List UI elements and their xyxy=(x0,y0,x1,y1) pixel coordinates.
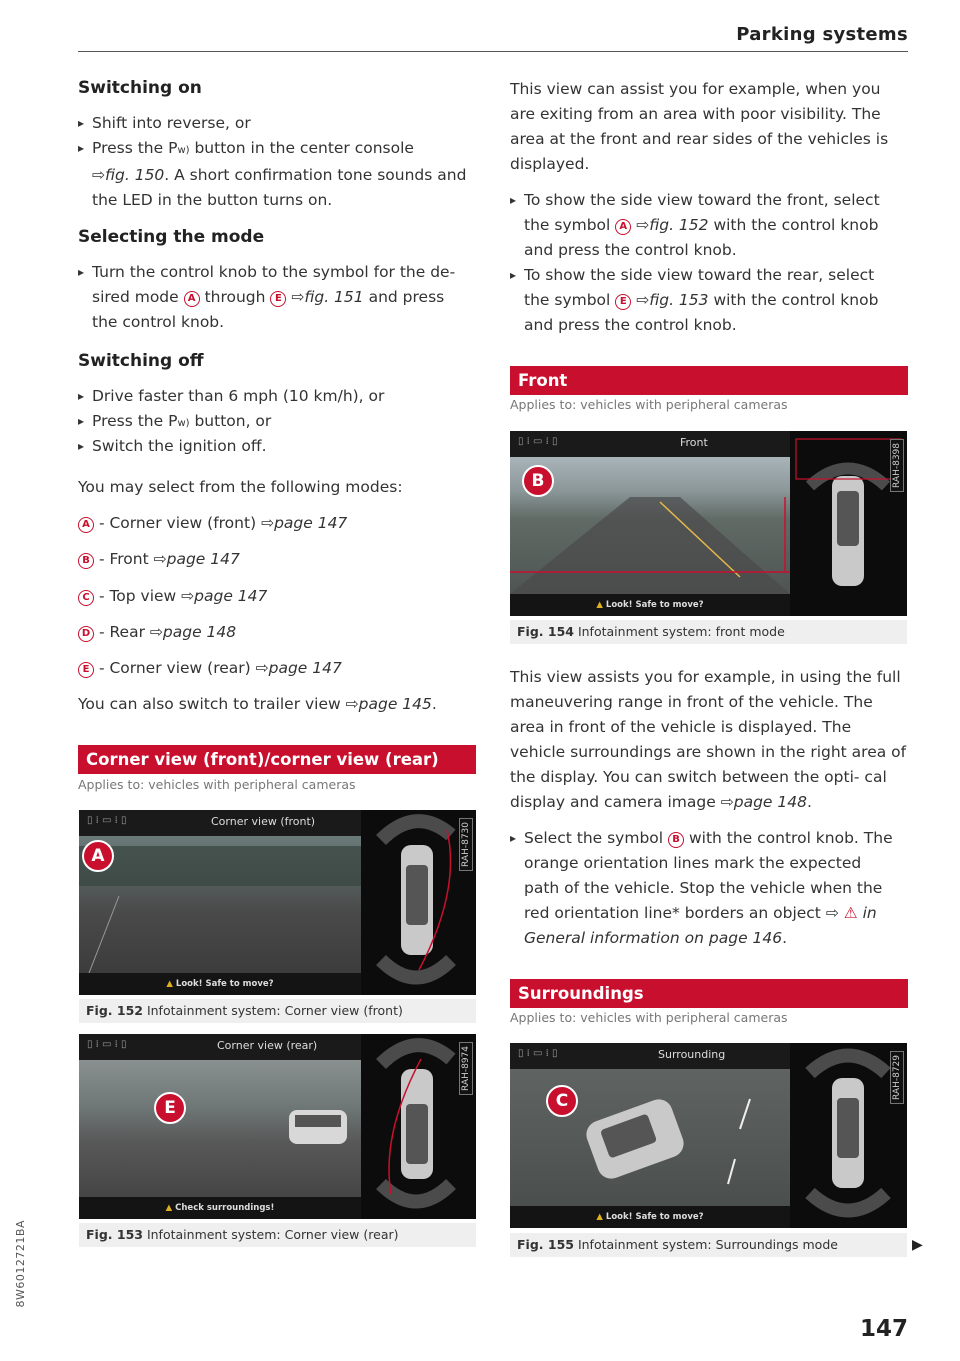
figure-code: RAH-8398 xyxy=(890,439,904,492)
figure-code: RAH-8730 xyxy=(459,818,473,871)
screen-warning: ▲ Look! Safe to move? xyxy=(79,973,361,995)
figure-153-caption: Fig. 153 Infotainment system: Corner view (rear) xyxy=(79,1223,476,1247)
mode-ref-e[interactable]: page 147 xyxy=(268,659,342,677)
figure-code: RAH-8729 xyxy=(890,1051,904,1104)
mode-ref-c[interactable]: page 147 xyxy=(194,587,268,605)
bullet-shift-reverse: ▸ Shift into reverse, or xyxy=(78,111,478,136)
ref-fig-150[interactable]: fig. 150 xyxy=(105,166,165,184)
screen-toolbar: ▯ ⁞ ▭ ⁞ ▯ xyxy=(510,1043,792,1069)
applies-to-note: Applies to: vehicles with peripheral cameras xyxy=(510,1010,788,1025)
header-rule xyxy=(78,51,908,52)
warning-triangle-icon: ⚠ xyxy=(843,904,858,922)
heading-switching-on: Switching on xyxy=(78,78,202,98)
screen-title: Surrounding xyxy=(658,1048,726,1061)
figure-154-caption: Fig. 154 Infotainment system: front mode xyxy=(510,620,907,644)
screen-toolbar: ▯ ⁞ ▭ ⁞ ▯ xyxy=(79,1034,361,1060)
figure-155-caption: Fig. 155 Infotainment system: Surroundings mode xyxy=(510,1233,907,1257)
symbol-a-badge: A xyxy=(82,840,114,872)
screen-warning: ▲ Check surroundings! xyxy=(79,1197,361,1219)
mode-ref-b[interactable]: page 147 xyxy=(166,550,240,568)
heading-selecting-mode: Selecting the mode xyxy=(78,227,265,247)
screen-title: Corner view (front) xyxy=(211,815,316,828)
symbol-e-icon: E xyxy=(615,294,631,310)
page-header-title: Parking systems xyxy=(736,24,908,45)
camera-view xyxy=(79,836,361,973)
symbol-b-icon: B xyxy=(668,832,684,848)
screen-title: Front xyxy=(680,436,708,449)
section-title-corner-view: Corner view (front)/corner view (rear) xyxy=(78,745,476,774)
bullet-turn-knob: ▸ Turn the control knob to the symbol for the de- sired mode A through E ⇨fig. 151 and press the control knob. xyxy=(78,260,478,335)
screen-toolbar: ▯ ⁞ ▭ ⁞ ▯ xyxy=(510,431,792,457)
symbol-b-badge: B xyxy=(522,465,554,497)
ref-general-information[interactable]: General information on page 146 xyxy=(524,929,783,947)
symbol-e-badge: E xyxy=(154,1092,186,1124)
symbol-b-icon: B xyxy=(78,553,94,569)
corner-view-intro: This view can assist you for example, when you are exiting from an area with poor visibility. The area at the front and rear sides of the vehicles is displayed. xyxy=(510,80,889,173)
mode-item-d: D - Rear ⇨page 148 xyxy=(78,620,236,645)
figure-153-screen xyxy=(79,1034,476,1219)
next-page-arrow-icon[interactable]: ▶ xyxy=(912,1237,923,1253)
symbol-a-icon: A xyxy=(78,517,94,533)
ref-fig-153[interactable]: fig. 153 xyxy=(649,291,709,309)
mode-item-b: B - Front ⇨page 147 xyxy=(78,547,240,572)
screen-toolbar: ▯ ⁞ ▭ ⁞ ▯ xyxy=(79,810,361,836)
trailer-view-note: You can also switch to trailer view ⇨page 145. xyxy=(78,695,437,713)
ref-fig-152[interactable]: fig. 152 xyxy=(649,216,709,234)
page-number: 147 xyxy=(859,1316,908,1342)
section-title-surroundings: Surroundings xyxy=(510,979,908,1008)
ref-page-145[interactable]: page 145 xyxy=(358,695,432,713)
screen-warning: ▲ Look! Safe to move? xyxy=(510,1206,790,1228)
applies-to-note: Applies to: vehicles with peripheral cameras xyxy=(78,777,356,792)
figure-155-screen xyxy=(510,1043,907,1228)
applies-to-note: Applies to: vehicles with peripheral cameras xyxy=(510,397,788,412)
heading-switching-off: Switching off xyxy=(78,351,204,371)
figure-152-caption: Fig. 152 Infotainment system: Corner view (front) xyxy=(79,999,476,1023)
mode-item-c: C - Top view ⇨page 147 xyxy=(78,584,267,609)
camera-view xyxy=(79,1060,361,1197)
bullet-side-view-rear: ▸ To show the side view toward the rear, select the symbol E ⇨fig. 153 with the control knob and press the control knob. xyxy=(510,263,910,338)
warning-icon: ▲ xyxy=(596,1212,603,1222)
warning-icon: ▲ xyxy=(165,1203,173,1213)
symbol-d-icon: D xyxy=(78,626,94,642)
modes-intro: You may select from the following modes: xyxy=(78,478,403,496)
symbol-a-icon: A xyxy=(184,291,200,307)
screen-title: Corner view (rear) xyxy=(217,1039,318,1052)
figure-152-screen xyxy=(79,810,476,995)
mode-item-a: A - Corner view (front) ⇨page 147 xyxy=(78,511,347,536)
mode-item-e: E - Corner view (rear) ⇨page 147 xyxy=(78,656,342,681)
section-title-front: Front xyxy=(510,366,908,395)
bullet-side-view-front: ▸ To show the side view toward the front, select the symbol A ⇨fig. 152 with the control knob and press the control knob. xyxy=(510,188,910,263)
screen-warning: ▲ Look! Safe to move? xyxy=(510,594,790,616)
figure-code: RAH-8974 xyxy=(459,1042,473,1095)
mode-ref-a[interactable]: page 147 xyxy=(274,514,348,532)
symbol-a-icon: A xyxy=(615,219,631,235)
mode-ref-d[interactable]: page 148 xyxy=(162,623,237,641)
bullet-select-symbol-b: ▸ Select the symbol B with the control knob. The orange orientation lines mark the expected path of the vehicle. Stop the vehicle when the red orientation line* borders an object ⇨ ⚠ in General information on page 146. xyxy=(510,826,910,951)
bullet-press-park-button-off: ▸ Press the Pw) button, or xyxy=(78,409,478,436)
warning-icon: ▲ xyxy=(596,600,603,610)
bullet-drive-faster: ▸ Drive faster than 6 mph (10 km/h), or xyxy=(78,384,478,409)
bullet-ignition-off: ▸ Switch the ignition off. xyxy=(78,434,478,459)
ref-page-148[interactable]: page 148 xyxy=(733,793,807,811)
symbol-e-icon: E xyxy=(78,662,94,678)
front-view-paragraph: This view assists you for example, in using the full maneuvering range in front of the vehicle. The area in front of the vehicle is displayed. The vehicle surroundings are shown in the right area of the display. You can switch between the opti- cal display and camera image ⇨page 148. xyxy=(510,668,907,811)
document-code: 8W6012721BA xyxy=(14,1220,27,1308)
ref-fig-151[interactable]: fig. 151 xyxy=(304,288,364,306)
symbol-c-badge: C xyxy=(546,1085,578,1117)
symbol-c-icon: C xyxy=(78,590,94,606)
figure-154-screen xyxy=(510,431,907,616)
symbol-e-icon: E xyxy=(270,291,286,307)
warning-icon: ▲ xyxy=(166,979,173,989)
bullet-press-park-button: ▸ Press the Pw) button in the center console ⇨fig. 150. A short confirmation tone sounds and the LED in the button turns on. xyxy=(78,136,478,213)
